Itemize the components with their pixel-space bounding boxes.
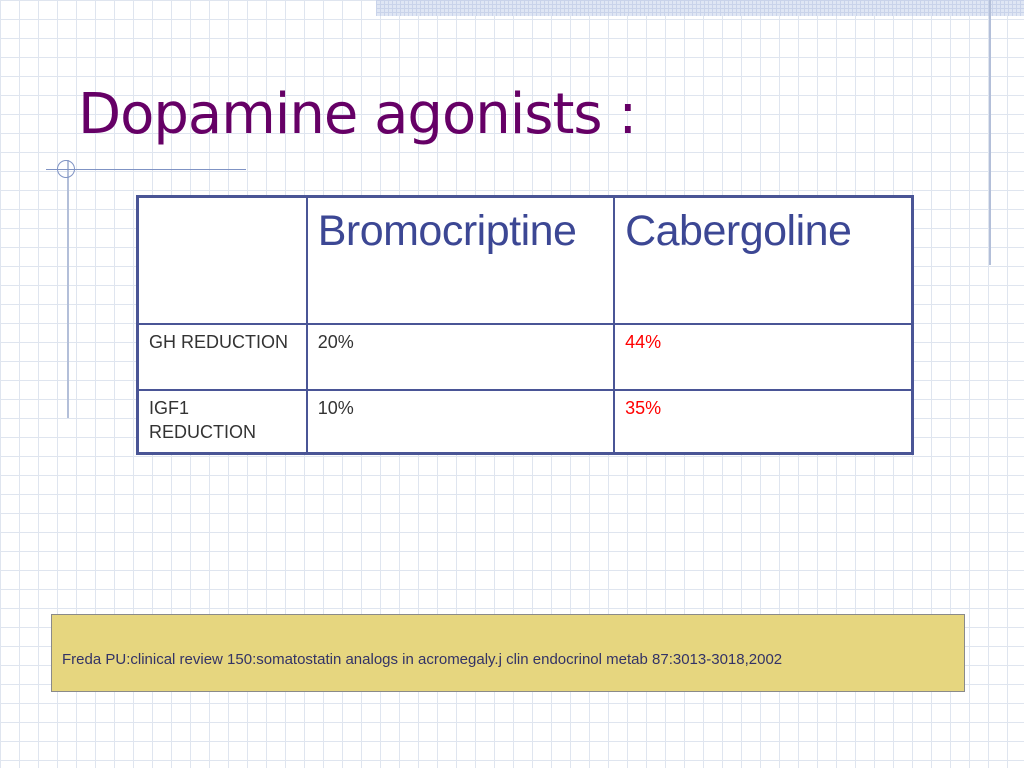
row-label-gh-reduction: GH REDUCTION [138, 324, 307, 390]
header-cabergoline: Cabergoline [614, 197, 912, 324]
header-bromocriptine: Bromocriptine [307, 197, 614, 324]
right-decorative-line [989, 0, 991, 265]
cell-gh-bromocriptine: 20% [307, 324, 614, 390]
comparison-table [136, 195, 914, 455]
left-decorative-line [67, 160, 69, 418]
header-empty-cell [138, 197, 307, 324]
cell-gh-cabergoline: 44% [614, 324, 912, 390]
cell-igf1-bromocriptine: 10% [307, 390, 614, 454]
reference-box [51, 614, 965, 692]
table-row-igf1-reduction [138, 390, 913, 454]
table-row-gh-reduction [138, 324, 913, 390]
crosshair-circle-icon [57, 160, 75, 178]
table-header-row [138, 197, 913, 324]
cell-igf1-cabergoline: 35% [614, 390, 912, 454]
row-label-igf1-reduction: IGF1 REDUCTION [138, 390, 307, 454]
reference-citation: Freda PU:clinical review 150:somatostatin analogs in acromegaly.j clin endocrinol metab 87:3013-3018,2002 [62, 651, 783, 668]
title-underline [46, 169, 246, 170]
top-decorative-band [376, 0, 1024, 16]
slide-title: Dopamine agonists : [78, 82, 637, 147]
